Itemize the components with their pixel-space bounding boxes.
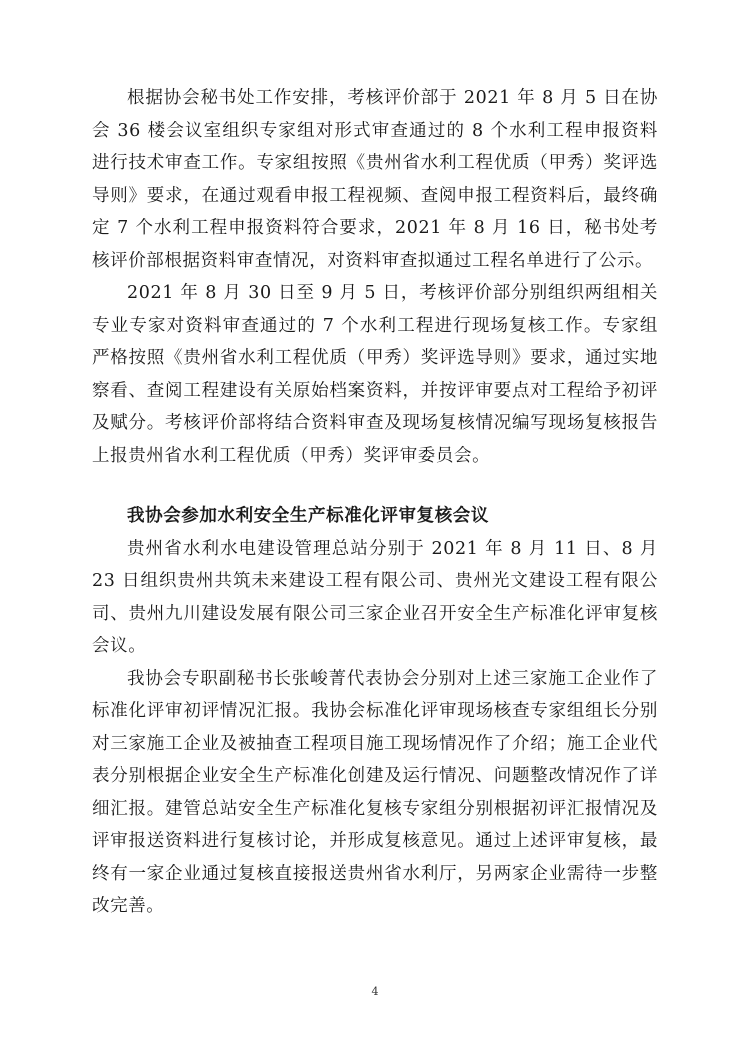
paragraph-technical-review: 根据协会秘书处工作安排，考核评价部于 2021 年 8 月 5 日在协会 36 楼会议室组织专家组对形式审查通过的 8 个水利工程申报资料进行技术审查工作。专家组按照《贵州省水利工程优质（甲秀）奖评选导则》要求，在通过观看申报工程视频、查阅申报工程资料后，最终确定 7 个水利工程申报资料符合要求，2021 年 8 月 16 日，秘书处考核评价部根据资料审查情况，对资料审查拟通过工程名单进行了公示。 — [92, 88, 658, 271]
section-heading: 我协会参加水利安全生产标准化评审复核会议 — [127, 506, 489, 526]
paragraph-review-report: 我协会专职副秘书长张峻菁代表协会分别对上述三家施工企业作了标准化评审初评情况汇报。我协会标准化评审现场核查专家组组长分别对三家施工企业及被抽查工程项目施工现场情况作了介绍；施工企业代表分别根据企业安全生产标准化创建及运行情况、问题整改情况作了详细汇报。建管总站安全生产标准化复核专家组分别根据初评汇报情况及评审报送资料进行复核讨论，并形成复核意见。通过上述评审复核，最终有一家企业通过复核直接报送贵州省水利厅，另两家企业需待一步整改完善。 — [92, 668, 658, 916]
document-body — [92, 82, 658, 923]
paragraph-review-meeting: 贵州省水利水电建设管理总站分别于 2021 年 8 月 11 日、8 月 23 日组织贵州共筑未来建设工程有限公司、贵州光文建设工程有限公司、贵州九川建设发展有限公司三家企业召开安全生产标准化评审复核会议。 — [92, 538, 658, 656]
page-number: 4 — [371, 985, 379, 998]
paragraph-site-review: 2021 年 8 月 30 日至 9 月 5 日，考核评价部分别组织两组相关专业专家对资料审查通过的 7 个水利工程进行现场复核工作。专家组严格按照《贵州省水利工程优质（甲秀）奖评选导则》要求，通过实地察看、查阅工程建设有关原始档案资料，并按评审要点对工程给予初评及赋分。考核评价部将结合资料审查及现场复核情况编写现场复核报告上报贵州省水利工程优质（甲秀）奖评审委员会。 — [92, 283, 658, 466]
